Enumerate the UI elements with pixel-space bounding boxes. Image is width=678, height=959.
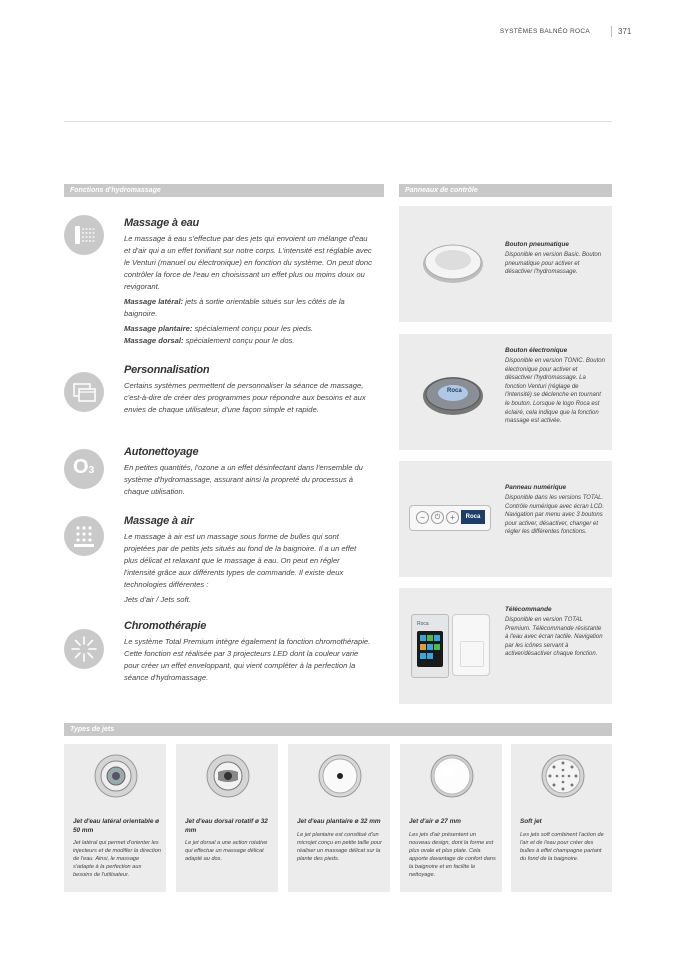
pneumatic-button-icon xyxy=(421,239,485,285)
electronic-button-icon xyxy=(421,370,485,418)
personalization-icon xyxy=(64,372,104,412)
power-button-icon: ⏻ xyxy=(431,511,444,524)
section-title: SYSTÈMES BALNÉO ROCA xyxy=(499,28,590,35)
function-title: Massage à eau xyxy=(124,217,200,229)
header-divider xyxy=(611,26,612,37)
plantar-text: spécialement conçu pour les pieds. xyxy=(192,324,314,333)
jet-card xyxy=(400,744,502,892)
air-bubbles-icon xyxy=(64,516,104,556)
dorsal-text: spécialement conçu pour le dos. xyxy=(183,336,295,345)
jet-title: Jet d'air ø 27 mm xyxy=(409,818,461,825)
panel-title: Bouton pneumatique xyxy=(505,241,569,248)
function-description xyxy=(124,531,372,609)
lateral-text: jets à sortie orientable situés sur les côtés de la baignoire. xyxy=(124,297,345,318)
lateral-jet-icon xyxy=(94,754,138,798)
jets-section-bar: Types de jets xyxy=(64,723,612,736)
panel-description: Disponible dans les versions TOTAL. Contrôle numérique avec écran LCD. Navigation par menu avec 3 boutons pour activer, désactiver, changer et régler les différentes fonctions. xyxy=(505,495,605,536)
panel-pneumatic-button xyxy=(399,206,612,322)
panel-title: Panneau numérique xyxy=(505,484,567,491)
jet-description: Jet latéral qui permet d'orienter les injecteurs et de modifier la direction de l'eau. Ainsi, le massage s'adapte à la perfection aux besoins de l'utilisateur. xyxy=(73,840,161,878)
panel-title: Télécommande xyxy=(505,606,552,613)
panel-description: Disponible en version TONIC. Bouton électronique pour activer et désactiver l'hydromassage. La fonction Venturi (réglage de l'intensité) se déclenche en tournant le bouton. Lorsque le logo Roca est éclairé, cela indique que la fonction massage est activée. xyxy=(505,358,605,425)
function-title: Massage à air xyxy=(124,515,194,527)
panel-description: Disponible en version Basic. Bouton pneumatique pour activer et désactiver l'hydromassage. xyxy=(505,252,602,276)
light-rays-icon xyxy=(64,629,104,669)
jet-description: Les jets soft combinent l'action de l'air et de l'eau pour créer des bulles à effet champagne partant du fond de la baignoire. xyxy=(520,831,604,862)
panel-description: Disponible en version TOTAL Premium. Télécommande résistante à l'eau avec écran tactile. Navigation par les icônes servant à activer/désactiver chaque fonction. xyxy=(505,617,603,658)
dorsal-label: Massage dorsal: xyxy=(124,336,184,345)
jet-title: Jet d'eau plantaire ø 32 mm xyxy=(297,818,381,825)
function-description: Le système Total Premium intègre également la fonction chromothérapie. Cette fonction est réalisée par 3 projecteurs LED dont la couleur varie pour créer un effet enveloppant, qui vient compléter à la perfection la séance d'hydromassage. xyxy=(124,637,371,682)
roca-logo: Roca xyxy=(447,388,462,394)
function-paragraph xyxy=(124,323,372,347)
jet-card xyxy=(511,744,612,892)
panel-title: Bouton électronique xyxy=(505,347,568,354)
ozone-icon xyxy=(64,449,104,489)
function-title: Personnalisation xyxy=(124,364,210,376)
jet-card xyxy=(288,744,390,892)
panel-digital xyxy=(399,461,612,577)
plantar-jet-icon xyxy=(318,754,362,798)
remote-control-device xyxy=(411,614,449,678)
digital-panel-device xyxy=(409,505,491,531)
dorsal-jet-icon xyxy=(206,754,250,798)
touch-screen xyxy=(417,631,443,667)
ozone-symbol: O3 xyxy=(73,456,95,478)
remote-logo: Roca xyxy=(417,621,429,627)
water-jets-icon xyxy=(64,215,104,255)
plus-button-icon: + xyxy=(446,511,459,524)
function-title: Chromothérapie xyxy=(124,620,207,632)
function-title: Autonettoyage xyxy=(124,446,199,458)
jet-description: Le jet plantaire est constitué d'un microjet conçu en petite taille pour réaliser un massage délicat sur la plante des pieds. xyxy=(297,831,382,862)
jet-title: Soft jet xyxy=(520,818,542,825)
function-paragraph: Le massage à eau s'effectue par des jets qui envoient un mélange d'eau et d'air qui a un effet tonifiant sur notre corps. L'intensité est réglable avec le Venturi (manuel ou électronique) en fonction du système. On peut donc contrôler la force de l'eau en choisissant un effet plus ou moins doux ou revigorant. xyxy=(124,234,372,291)
lateral-label: Massage latéral: xyxy=(124,297,184,306)
remote-holder xyxy=(452,614,490,676)
jet-description: Le jet dorsal a une action rotative qui effectue un massage délicat adapté au dos. xyxy=(185,840,268,862)
jet-card xyxy=(64,744,166,892)
functions-section-bar: Fonctions d'hydromassage xyxy=(64,184,384,197)
panel-electronic-button xyxy=(399,334,612,450)
function-description: En petites quantités, l'ozone a un effet désinfectant dans l'ensemble du système d'hydromassage, assurant ainsi la propreté du processus à chaque utilisation. xyxy=(124,463,363,496)
lcd-screen: Roca xyxy=(461,510,485,524)
function-description xyxy=(124,233,372,347)
function-description: Certains systèmes permettent de personnaliser la séance de massage, c'est-à-dire de créer des programmes pour répondre aux besoins et aux envies de chaque utilisateur, d'une façon simple et rapide. xyxy=(124,381,366,414)
plantar-label: Massage plantaire: xyxy=(124,324,193,333)
function-paragraph: Jets d'air / Jets soft. xyxy=(124,595,191,604)
minus-button-icon: − xyxy=(416,511,429,524)
page-number: 371 xyxy=(618,27,632,36)
top-rule xyxy=(64,121,612,122)
jet-title: Jet d'eau dorsal rotatif ø 32 mm xyxy=(185,818,268,834)
jet-title: Jet d'eau latéral orientable ø 50 mm xyxy=(73,818,160,834)
function-paragraph: Le massage à air est un massage sous forme de bulles qui sont projetées par de petits jets situés au fond de la baignoire. Il a un effet plus délicat et relaxant que le massage à eau. On peut en régler l'intensité grâce aux différents types de commande. Il existe deux technologies différentes : xyxy=(124,532,357,589)
function-paragraph xyxy=(124,296,372,320)
panel-remote-control xyxy=(399,588,612,704)
soft-jet-icon xyxy=(541,754,585,798)
jet-description: Les jets d'air présentent un nouveau design, dont la forme est plus ovale et plus plate. Cela apporte davantage de confort dans la baignoire et en facilite le nettoyage. xyxy=(409,831,496,878)
air-jet-icon xyxy=(430,754,474,798)
panels-section-bar: Panneaux de contrôle xyxy=(399,184,612,197)
jet-card xyxy=(176,744,278,892)
